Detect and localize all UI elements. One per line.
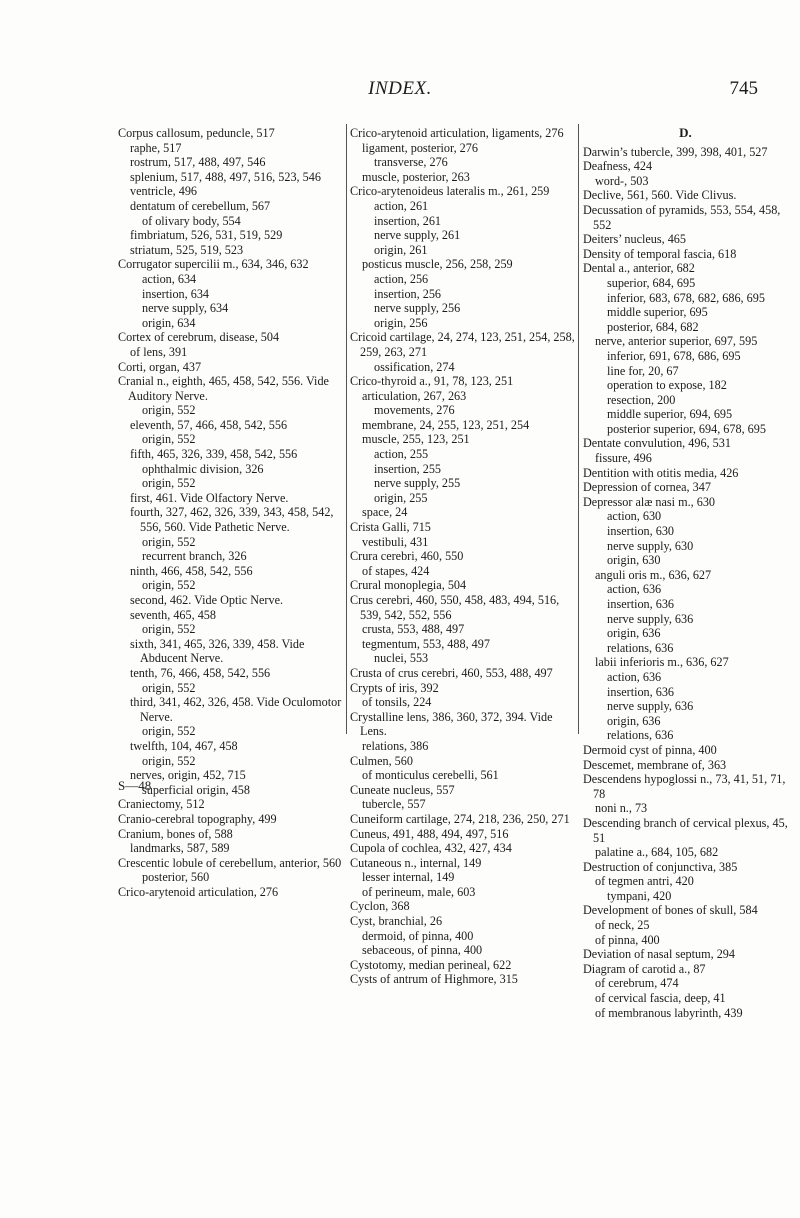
index-subentry: of tonsils, 224	[362, 695, 432, 710]
index-subentry: palatine a., 684, 105, 682	[595, 845, 719, 860]
index-subentry: fourth, 327, 462, 326, 339, 343, 458, 542, 556, 560. Vide Pathetic Nerve.	[130, 505, 334, 535]
index-column-1	[118, 126, 346, 899]
index-subentry: of stapes, 424	[362, 563, 430, 578]
page-title: INDEX.	[368, 78, 432, 99]
index-subentry: superficial origin, 458	[142, 782, 250, 797]
index-subentry: origin, 552	[142, 622, 196, 637]
index-subentry: relations, 636	[607, 640, 674, 655]
index-entry: Cystotomy, median perineal, 622	[350, 957, 512, 972]
index-subentry: tenth, 76, 466, 458, 542, 556	[130, 665, 271, 680]
index-entry: Crural monoplegia, 504	[350, 578, 467, 593]
index-subentry: insertion, 634	[142, 286, 210, 301]
index-subentry: origin, 552	[142, 753, 196, 768]
index-subentry: nerve supply, 636	[607, 699, 694, 714]
index-subentry: origin, 630	[607, 553, 661, 568]
index-subentry: space, 24	[362, 505, 408, 520]
index-entry: Cranio-cerebral topography, 499	[118, 811, 277, 826]
index-entry: Descendens hypoglossi n., 73, 41, 51, 71, 78	[583, 772, 786, 801]
index-subentry: eleventh, 57, 466, 458, 542, 556	[130, 417, 288, 432]
index-column-3	[583, 126, 788, 1020]
index-subentry: operation to expose, 182	[607, 378, 727, 393]
index-subentry: action, 630	[607, 509, 662, 524]
index-subentry: posterior superior, 694, 678, 695	[607, 421, 766, 436]
index-subentry: sixth, 341, 465, 326, 339, 458. Vide Abducent Nerve.	[130, 636, 305, 666]
index-subentry: inferior, 683, 678, 682, 686, 695	[607, 290, 765, 305]
index-subentry: origin, 636	[607, 713, 661, 728]
index-entry: Dentition with otitis media, 426	[583, 465, 739, 480]
index-subentry: origin, 552	[142, 432, 196, 447]
index-entry: Crystalline lens, 386, 360, 372, 394. Vide Lens.	[350, 709, 553, 739]
index-entry: Cyst, branchial, 26	[350, 914, 443, 929]
column-divider	[578, 124, 579, 734]
index-entry: Cupola of cochlea, 432, 427, 434	[350, 841, 512, 856]
index-subentry: posterior, 684, 682	[607, 319, 699, 334]
index-subentry: transverse, 276	[374, 155, 448, 170]
index-subentry: tegmentum, 553, 488, 497	[362, 636, 490, 651]
index-subentry: of cerebrum, 474	[595, 976, 679, 991]
index-entry: Crico-arytenoideus lateralis m., 261, 259	[350, 184, 550, 199]
index-subentry: membrane, 24, 255, 123, 251, 254	[362, 417, 530, 432]
signature-mark: S—48	[118, 778, 152, 793]
index-entry: Declive, 561, 560. Vide Clivus.	[583, 188, 737, 203]
index-entry: Density of temporal fascia, 618	[583, 246, 737, 261]
index-subentry: of pinna, 400	[595, 932, 660, 947]
index-subentry: fissure, 496	[595, 451, 652, 466]
index-subentry: origin, 634	[142, 315, 196, 330]
index-subentry: of neck, 25	[595, 918, 650, 933]
index-subentry: first, 461. Vide Olfactory Nerve.	[130, 490, 289, 505]
index-subentry: noni n., 73	[595, 801, 648, 816]
section-letter-heading: D.	[679, 125, 692, 140]
index-entry: Dentate convulution, 496, 531	[583, 436, 731, 451]
index-subentry: fifth, 465, 326, 339, 458, 542, 556	[130, 447, 298, 462]
index-subentry: ophthalmic division, 326	[142, 461, 264, 476]
index-entry: Corrugator supercilii m., 634, 346, 632	[118, 257, 309, 272]
running-header	[0, 78, 800, 102]
index-entry: Cuneiform cartilage, 274, 218, 236, 250, 271	[350, 811, 570, 826]
index-subentry: origin, 255	[374, 490, 428, 505]
index-subentry: dentatum of cerebellum, 567	[130, 198, 271, 213]
index-subentry: lesser internal, 149	[362, 870, 455, 885]
index-subentry: origin, 552	[142, 403, 196, 418]
index-entry: Craniectomy, 512	[118, 797, 205, 812]
index-entry: Crico-arytenoid articulation, ligaments, 276	[350, 126, 564, 140]
index-entry: Cricoid cartilage, 24, 274, 123, 251, 254, 258, 259, 263, 271	[350, 330, 575, 359]
index-subentry: second, 462. Vide Optic Nerve.	[130, 593, 284, 607]
index-subentry: muscle, posterior, 263	[362, 169, 470, 184]
index-entry: Cyclon, 368	[350, 899, 410, 914]
index-subentry: dermoid, of pinna, 400	[362, 928, 474, 943]
index-subentry: nerve supply, 630	[607, 538, 694, 553]
index-subentry: crusta, 553, 488, 497	[362, 622, 465, 637]
index-subentry: raphe, 517	[130, 140, 182, 155]
index-subentry: nerve supply, 255	[374, 476, 461, 491]
index-subentry: nuclei, 553	[374, 651, 429, 666]
index-entry: Darwin’s tubercle, 399, 398, 401, 527	[583, 144, 768, 159]
index-subentry: nerve supply, 261	[374, 228, 461, 243]
index-subentry: word-, 503	[595, 173, 649, 188]
index-subentry: insertion, 256	[374, 286, 442, 301]
index-subentry: origin, 552	[142, 724, 196, 739]
index-subentry: nerves, origin, 452, 715	[130, 768, 246, 783]
index-subentry: posticus muscle, 256, 258, 259	[362, 257, 513, 272]
index-subentry: action, 636	[607, 582, 662, 597]
index-entry: Descending branch of cervical plexus, 45, 51	[583, 815, 788, 845]
index-subentry: action, 256	[374, 271, 429, 286]
index-entry: Dermoid cyst of pinna, 400	[583, 742, 717, 757]
index-subentry: vestibuli, 431	[362, 534, 429, 549]
index-entry: Crusta of crus cerebri, 460, 553, 488, 497	[350, 665, 553, 680]
index-subentry: relations, 636	[607, 728, 674, 743]
index-subentry: origin, 552	[142, 680, 196, 695]
index-subentry: fimbriatum, 526, 531, 519, 529	[130, 228, 283, 243]
index-subentry: seventh, 465, 458	[130, 607, 216, 622]
index-subentry: landmarks, 587, 589	[130, 841, 230, 856]
index-subentry: line for, 20, 67	[607, 363, 679, 378]
index-subentry: striatum, 525, 519, 523	[130, 242, 244, 257]
index-entry: Decussation of pyramids, 553, 554, 458, 552	[583, 202, 781, 232]
index-entry: Destruction of conjunctiva, 385	[583, 859, 738, 874]
index-column-2	[350, 126, 578, 987]
index-subentry: ninth, 466, 458, 542, 556	[130, 563, 253, 578]
index-subentry: of perineum, male, 603	[362, 884, 476, 899]
index-subentry: origin, 636	[607, 626, 661, 641]
index-subentry: sebaceous, of pinna, 400	[362, 943, 483, 958]
index-subentry: rostrum, 517, 488, 497, 546	[130, 155, 266, 170]
index-subentry: origin, 261	[374, 242, 428, 257]
index-subentry: nerve supply, 256	[374, 301, 461, 316]
index-entry: Corti, organ, 437	[118, 359, 202, 374]
index-subentry: twelfth, 104, 467, 458	[130, 738, 238, 753]
index-entry: Cuneate nucleus, 557	[350, 782, 455, 797]
index-entry: Diagram of carotid a., 87	[583, 961, 706, 976]
index-entry: Crico-thyroid a., 91, 78, 123, 251	[350, 374, 514, 389]
index-subentry: third, 341, 462, 326, 458. Vide Oculomotor Nerve.	[130, 695, 342, 724]
index-subentry: origin, 552	[142, 476, 196, 491]
index-entry: Cysts of antrum of Highmore, 315	[350, 972, 518, 987]
index-entry: Crescentic lobule of cerebellum, anterior, 560	[118, 855, 342, 870]
index-entry: Cutaneous n., internal, 149	[350, 855, 482, 870]
index-subentry: nerve supply, 636	[607, 611, 694, 626]
index-subentry: of membranous labyrinth, 439	[595, 1005, 743, 1020]
index-subentry: superior, 684, 695	[607, 275, 696, 290]
index-subentry: inferior, 691, 678, 686, 695	[607, 348, 741, 363]
index-subentry: origin, 552	[142, 534, 196, 549]
index-subentry: posterior, 560	[142, 870, 210, 885]
index-subentry: ligament, posterior, 276	[362, 140, 478, 155]
index-subentry: of olivary body, 554	[142, 213, 241, 228]
index-subentry: splenium, 517, 488, 497, 516, 523, 546	[130, 169, 321, 184]
page-number: 745	[729, 78, 758, 99]
index-subentry: relations, 386	[362, 738, 429, 753]
index-entry: Crura cerebri, 460, 550	[350, 549, 464, 564]
column-divider	[346, 124, 347, 734]
index-subentry: origin, 256	[374, 315, 428, 330]
index-entry: Culmen, 560	[350, 753, 413, 768]
index-subentry: articulation, 267, 263	[362, 388, 467, 403]
index-subentry: insertion, 636	[607, 597, 675, 611]
index-entry: Deafness, 424	[583, 159, 653, 174]
index-entry: Depressor alæ nasi m., 630	[583, 494, 716, 509]
index-subentry: action, 634	[142, 271, 197, 286]
index-subentry: action, 636	[607, 669, 662, 684]
index-subentry: tubercle, 557	[362, 797, 426, 812]
index-entry: Deviation of nasal septum, 294	[583, 947, 735, 962]
index-subentry: middle superior, 694, 695	[607, 407, 733, 422]
index-entry: Descemet, membrane of, 363	[583, 757, 727, 772]
index-subentry: of lens, 391	[130, 344, 188, 359]
index-entry: Cranium, bones of, 588	[118, 826, 233, 841]
index-subentry: insertion, 636	[607, 684, 675, 699]
index-entry: Cortex of cerebrum, disease, 504	[118, 330, 280, 345]
index-subentry: insertion, 261	[374, 213, 442, 228]
index-subentry: nerve, anterior superior, 697, 595	[595, 334, 758, 349]
index-subentry: recurrent branch, 326	[142, 549, 247, 564]
index-entry: Deiters’ nucleus, 465	[583, 232, 686, 247]
index-entry: Depression of cornea, 347	[583, 480, 711, 495]
index-subentry: tympani, 420	[607, 888, 672, 903]
index-entry: Crico-arytenoid articulation, 276	[118, 884, 279, 899]
index-subentry: resection, 200	[607, 392, 676, 407]
index-subentry: ventricle, 496	[130, 184, 198, 199]
index-subentry: insertion, 255	[374, 461, 442, 476]
index-subentry: of cervical fascia, deep, 41	[595, 991, 726, 1006]
index-subentry: anguli oris m., 636, 627	[595, 567, 712, 582]
index-entry: Cuneus, 491, 488, 494, 497, 516	[350, 826, 509, 841]
index-subentry: nerve supply, 634	[142, 301, 229, 316]
index-subentry: action, 255	[374, 447, 429, 462]
index-subentry: origin, 552	[142, 578, 196, 593]
index-subentry: ossification, 274	[374, 359, 455, 374]
index-subentry: insertion, 630	[607, 524, 675, 539]
index-entry: Corpus callosum, peduncle, 517	[118, 126, 275, 140]
index-subentry: labii inferioris m., 636, 627	[595, 655, 729, 670]
index-entry: Dental a., anterior, 682	[583, 261, 695, 276]
index-entry: Crypts of iris, 392	[350, 680, 439, 695]
index-subentry: middle superior, 695	[607, 305, 708, 320]
index-entry: Development of bones of skull, 584	[583, 903, 758, 918]
index-subentry: of tegmen antri, 420	[595, 874, 694, 889]
index-entry: Cranial n., eighth, 465, 458, 542, 556. Vide Auditory Nerve.	[118, 374, 329, 403]
index-subentry: muscle, 255, 123, 251	[362, 432, 470, 447]
index-subentry: movements, 276	[374, 403, 455, 418]
index-subentry: of monticulus cerebelli, 561	[362, 768, 499, 783]
index-entry: Crus cerebri, 460, 550, 458, 483, 494, 516, 539, 542, 552, 556	[350, 593, 560, 622]
index-entry: Crista Galli, 715	[350, 520, 431, 535]
index-subentry: action, 261	[374, 198, 429, 213]
